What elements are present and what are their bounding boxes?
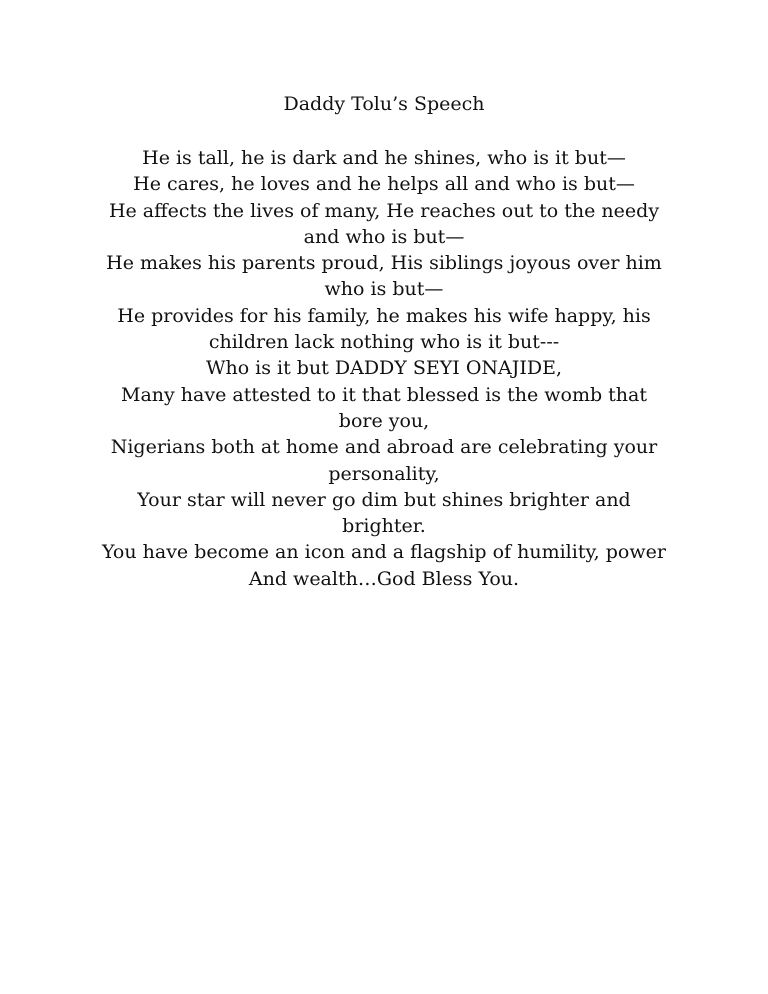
speech-line-11: And wealth…God Bless You. bbox=[248, 567, 520, 590]
speech-line-9: Your star will never go dim but shines brighter and brighter. bbox=[137, 488, 631, 538]
document-title: Daddy Tolu’s Speech bbox=[283, 93, 485, 115]
speech-line-2: He cares, he loves and he helps all and who is but— bbox=[133, 173, 635, 196]
speech-body bbox=[100, 145, 668, 592]
speech-line-3: He affects the lives of many, He reaches out to the needy and who is but— bbox=[108, 199, 660, 248]
speech-line-6: Who is it but DADDY SEYI ONAJIDE, bbox=[205, 357, 563, 380]
speech-line-1: He is tall, he is dark and he shines, who is it but— bbox=[142, 147, 626, 169]
speech-line-4: He makes his parents proud, His siblings joyous over him who is but— bbox=[106, 252, 662, 301]
speech-line-10: You have become an icon and a flagship of humility, power bbox=[102, 541, 666, 564]
speech-line-7: Many have attested to it that blessed is the womb that bore you, bbox=[121, 383, 647, 432]
speech-line-8: Nigerians both at home and abroad are celebrating your personality, bbox=[110, 436, 658, 485]
speech-line-5: He provides for his family, he makes his wife happy, his children lack nothing who is it but--- bbox=[117, 304, 651, 354]
